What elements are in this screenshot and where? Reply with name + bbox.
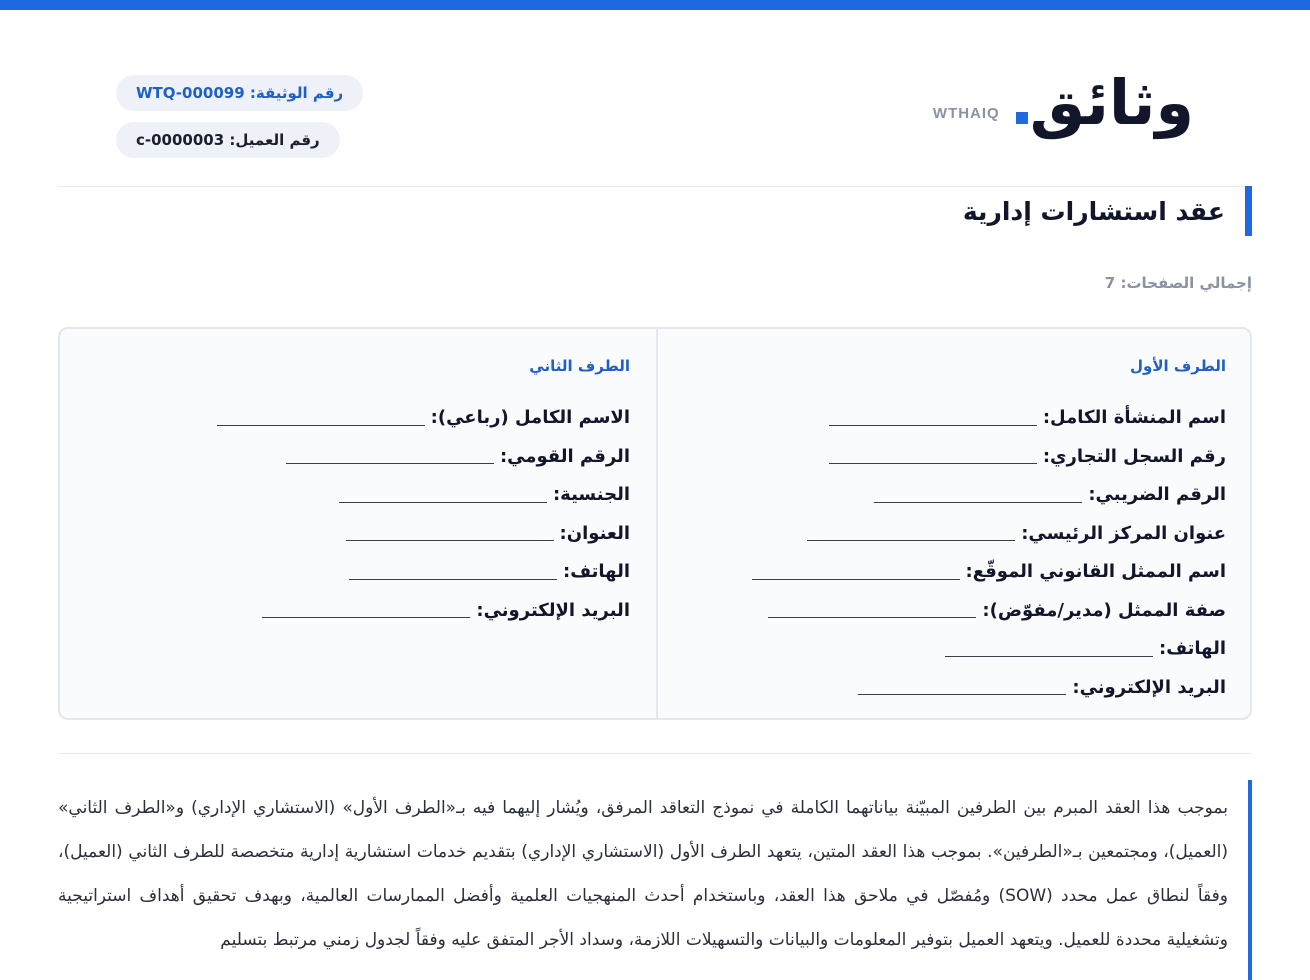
logo-dot-icon bbox=[1016, 112, 1028, 124]
first-party-field-label: صفة الممثل (مدير/مفوّض): bbox=[982, 599, 1226, 621]
first-party-fields bbox=[666, 391, 1226, 699]
parties-panel bbox=[58, 327, 1252, 720]
second-party-field-blank bbox=[349, 579, 557, 580]
first-party-field-blank bbox=[874, 502, 1082, 503]
first-party-field-row bbox=[666, 661, 1226, 700]
total-pages-label: إجمالي الصفحات: 7 bbox=[1104, 274, 1252, 292]
second-party-field-blank bbox=[346, 540, 554, 541]
document-number-badge: رقم الوثيقة: WTQ-000099 bbox=[116, 75, 363, 111]
brand-logo bbox=[932, 66, 1194, 139]
second-party-field-row bbox=[70, 430, 630, 469]
section-divider bbox=[58, 753, 1252, 754]
first-party-field-row bbox=[666, 391, 1226, 430]
logo-subtitle: WTHAIQ bbox=[932, 104, 1000, 122]
first-party-field-label: البريد الإلكتروني: bbox=[1072, 676, 1226, 698]
second-party-section bbox=[70, 357, 630, 622]
second-party-field-label: الهاتف: bbox=[563, 561, 630, 583]
title-block bbox=[963, 186, 1252, 236]
first-party-field-blank bbox=[752, 579, 960, 580]
first-party-field-blank bbox=[829, 425, 1037, 426]
first-party-field-label: رقم السجل التجاري: bbox=[1042, 445, 1226, 467]
second-party-field-label: الجنسية: bbox=[552, 484, 630, 506]
first-party-field-label: الرقم الضريبي: bbox=[1088, 484, 1226, 506]
second-party-field-label: البريد الإلكتروني: bbox=[476, 599, 630, 621]
second-party-field-row bbox=[70, 391, 630, 430]
second-party-field-row bbox=[70, 584, 630, 623]
first-party-field-label: الهاتف: bbox=[1159, 638, 1226, 660]
first-party-field-label: اسم المنشأة الكامل: bbox=[1042, 407, 1226, 429]
contract-preamble bbox=[58, 780, 1252, 980]
first-party-field-row bbox=[666, 507, 1226, 546]
first-party-field-blank bbox=[829, 463, 1037, 464]
second-party-field-row bbox=[70, 507, 630, 546]
top-accent-bar bbox=[0, 0, 1310, 10]
page-title: عقد استشارات إدارية bbox=[962, 196, 1225, 226]
first-party-field-row bbox=[666, 545, 1226, 584]
first-party-field-label: عنوان المركز الرئيسي: bbox=[1021, 522, 1226, 544]
logo-text: وثائق bbox=[1029, 66, 1194, 139]
first-party-field-row bbox=[666, 584, 1226, 623]
second-party-fields bbox=[70, 391, 630, 622]
second-party-field-blank bbox=[286, 463, 494, 464]
preamble-paragraph: بموجب هذا العقد المبرم بين الطرفين المبيّنة بياناتهما الكاملة في نموذج التعاقد المرفق، ويُشار إليهما فيه بـ«الطرف الأول» (الاستشاري الإداري) و«الطرف الثاني» (العميل)، ومجتمعين بـ«الطرفين». بموجب هذا العقد المتين، يتعهد الطرف الأول (الاستشاري الإداري) بتقديم خدمات استشارية إدارية متخصصة للطرف الثاني (العميل)، وفقاً لنطاق عمل محدد (SOW) ومُفصّل في ملاحق هذا العقد، وباستخدام أحدث المنهجيات العلمية وأفضل الممارسات العالمية، وبهدف تحقيق أهداف استراتيجية وتشغيلية محددة للعميل. ويتعهد العميل بتوفير المعلومات والبيانات والتسهيلات اللازمة، وسداد الأجر المتفق عليه وفقاً لجدول زمني مرتبط بتسليم bbox=[58, 798, 1228, 950]
first-party-field-row bbox=[666, 468, 1226, 507]
first-party-section bbox=[666, 357, 1226, 699]
second-party-field-row bbox=[70, 545, 630, 584]
second-party-field-blank bbox=[217, 425, 425, 426]
first-party-field-blank bbox=[807, 540, 1015, 541]
second-party-field-row bbox=[70, 468, 630, 507]
parties-column-divider bbox=[656, 329, 658, 718]
second-party-title: الطرف الثاني bbox=[529, 357, 630, 375]
logo-wordmark bbox=[1016, 66, 1194, 139]
second-party-field-label: الرقم القومي: bbox=[499, 445, 630, 467]
second-party-field-label: الاسم الكامل (رباعي): bbox=[430, 407, 630, 429]
first-party-field-blank bbox=[858, 694, 1066, 695]
first-party-field-blank bbox=[768, 617, 976, 618]
first-party-title: الطرف الأول bbox=[1129, 357, 1226, 375]
first-party-field-label: اسم الممثل القانوني الموقّع: bbox=[965, 561, 1226, 583]
second-party-field-blank bbox=[262, 617, 470, 618]
client-number-badge: رقم العميل: c-0000003 bbox=[116, 122, 340, 158]
second-party-field-label: العنوان: bbox=[559, 522, 630, 544]
first-party-field-row bbox=[666, 622, 1226, 661]
first-party-field-blank bbox=[945, 656, 1153, 657]
second-party-field-blank bbox=[339, 502, 547, 503]
first-party-field-row bbox=[666, 430, 1226, 469]
